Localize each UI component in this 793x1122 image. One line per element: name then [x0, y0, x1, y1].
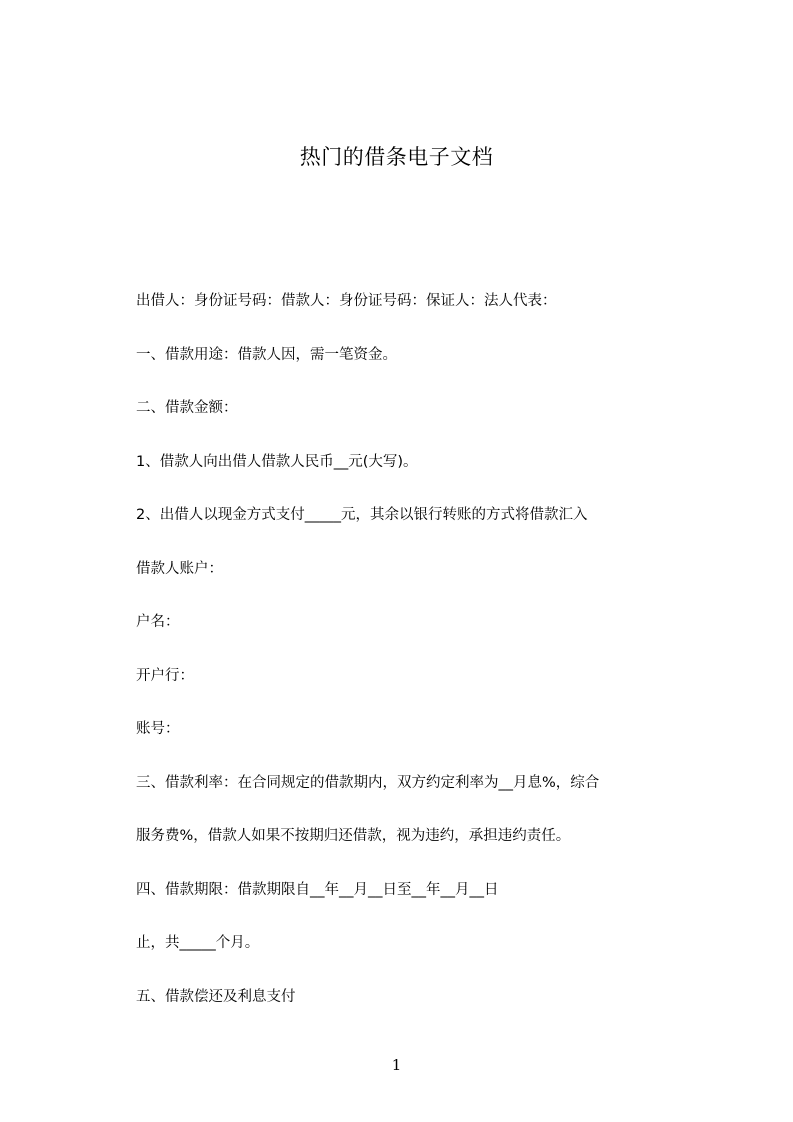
paragraph-line: 出借人：身份证号码：借款人：身份证号码：保证人：法人代表： — [136, 293, 557, 309]
paragraph-line: 借款人账户： — [136, 560, 223, 577]
page-number: 1 — [391, 1056, 402, 1074]
paragraph-line: 三、借款利率：在合同规定的借款期内，双方约定利率为__月息%，综合 — [136, 774, 600, 791]
document-title: 热门的借条电子文档 — [299, 145, 494, 169]
paragraph-line: 账号： — [136, 721, 180, 737]
paragraph-line: 2、出借人以现金方式支付_____元，其余以银行转账的方式将借款汇入 — [136, 507, 588, 523]
paragraph-line: 开户行： — [136, 667, 194, 684]
paragraph-line: 四、借款期限：借款期限自__年__月__日至__年__月__日 — [136, 881, 499, 898]
paragraph-line: 服务费%，借款人如果不按期归还借款，视为违约，承担违约责任。 — [136, 828, 571, 844]
paragraph-line: 户名： — [136, 614, 180, 630]
paragraph-line: 一、借款用途：借款人因，需一笔资金。 — [136, 346, 397, 363]
paragraph-line: 五、借款偿还及利息支付 — [136, 988, 296, 1005]
paragraph-line: 1、借款人向出借人借款人民币__元(大写)。 — [136, 453, 418, 470]
paragraph-line: 二、借款金额： — [136, 400, 238, 416]
paragraph-line: 止，共_____个月。 — [136, 935, 260, 951]
document-body — [136, 287, 696, 1036]
